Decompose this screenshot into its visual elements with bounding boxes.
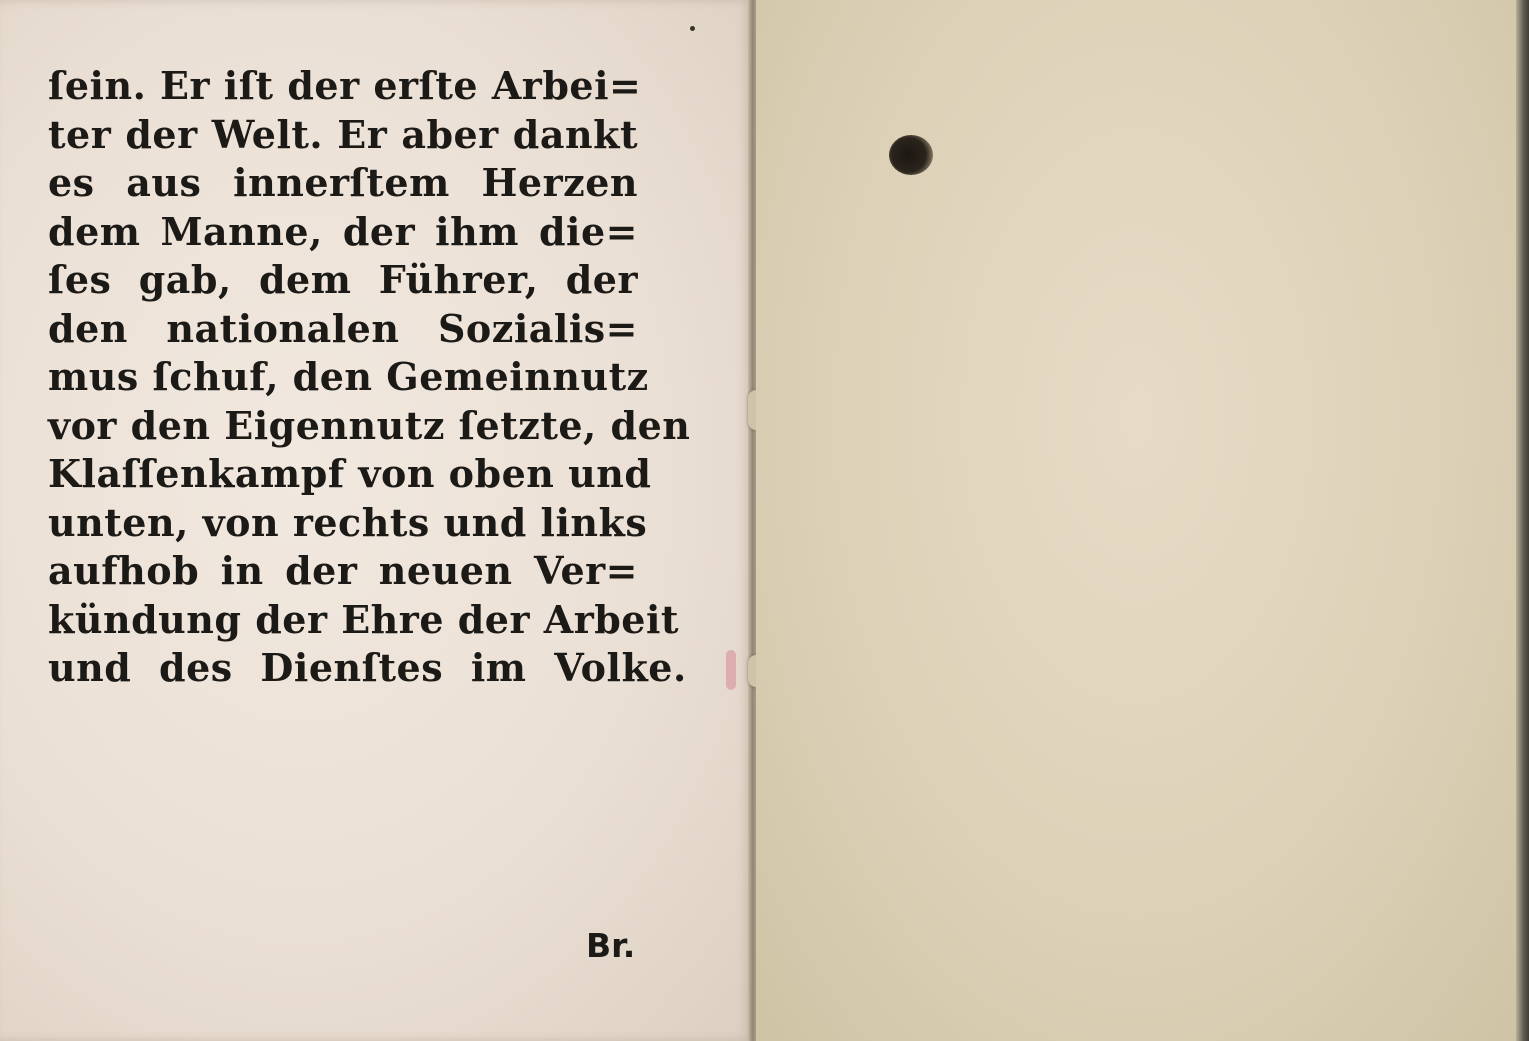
text-line: den nationalen Sozialis= [48,305,638,351]
text-line: dem Manne, der ihm die= [48,208,638,254]
text-line: mus ſchuf, den Gemeinnutz [48,354,649,399]
paper-speck [690,26,695,31]
page-edge [1516,0,1529,1041]
text-line: unten, von rechts und links [48,499,648,545]
text-line: Klaſſenkampf von oben und [48,451,652,496]
right-page [756,0,1518,1041]
text-line: und des Dienſtes im Volke. [48,645,687,690]
printer-mark: Br. [586,926,636,965]
text-line: es aus innerſtem Herzen [48,160,638,205]
left-page [0,0,752,1041]
text-line: aufhob in der neuen Ver= [48,548,638,593]
text-line: vor den Eigennutz ſetzte, den [48,402,691,448]
text-line: ter der Welt. Er aber dankt [48,111,638,157]
text-line: kündung der Ehre der Arbeit [48,596,679,642]
punch-hole [889,135,933,175]
paper-stain [726,650,736,690]
body-text [48,62,691,693]
text-line: ſein. Er iſt der erſte Arbei= [48,63,642,108]
text-line: ſes gab, dem Führer, der [48,257,638,302]
